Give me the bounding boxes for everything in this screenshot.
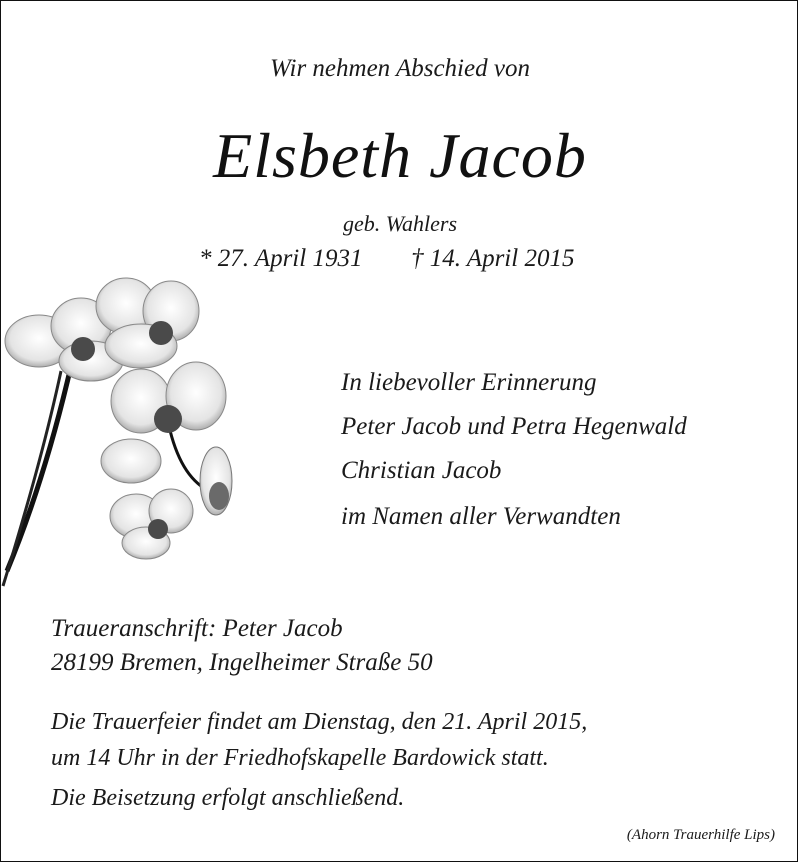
mourners-line: In liebevoller Erinnerung xyxy=(341,369,597,396)
orchid-icon xyxy=(1,271,261,591)
undertaker-credit: (Ahorn Trauerhilfe Lips) xyxy=(626,827,775,843)
address-line: 28199 Bremen, Ingelheimer Straße 50 xyxy=(51,649,433,676)
mourners-line: Christian Jacob xyxy=(341,457,502,484)
death-date: † 14. April 2015 xyxy=(411,245,575,272)
birth-date: * 27. April 1931 xyxy=(199,245,363,272)
intro-text: Wir nehmen Abschied von xyxy=(270,55,530,82)
maiden-name: geb. Wahlers xyxy=(342,211,458,236)
address-line: Traueranschrift: Peter Jacob xyxy=(51,615,343,642)
mourners-line: Peter Jacob und Petra Hegenwald xyxy=(341,413,687,440)
service-line: um 14 Uhr in der Friedhofskapelle Bardowick statt. xyxy=(51,745,549,771)
deceased-name: Elsbeth Jacob xyxy=(213,120,587,191)
service-line: Die Trauerfeier findet am Dienstag, den 21. April 2015, xyxy=(51,709,588,735)
service-line: Die Beisetzung erfolgt anschließend. xyxy=(51,785,405,811)
mourners-line: im Namen aller Verwandten xyxy=(341,503,621,530)
